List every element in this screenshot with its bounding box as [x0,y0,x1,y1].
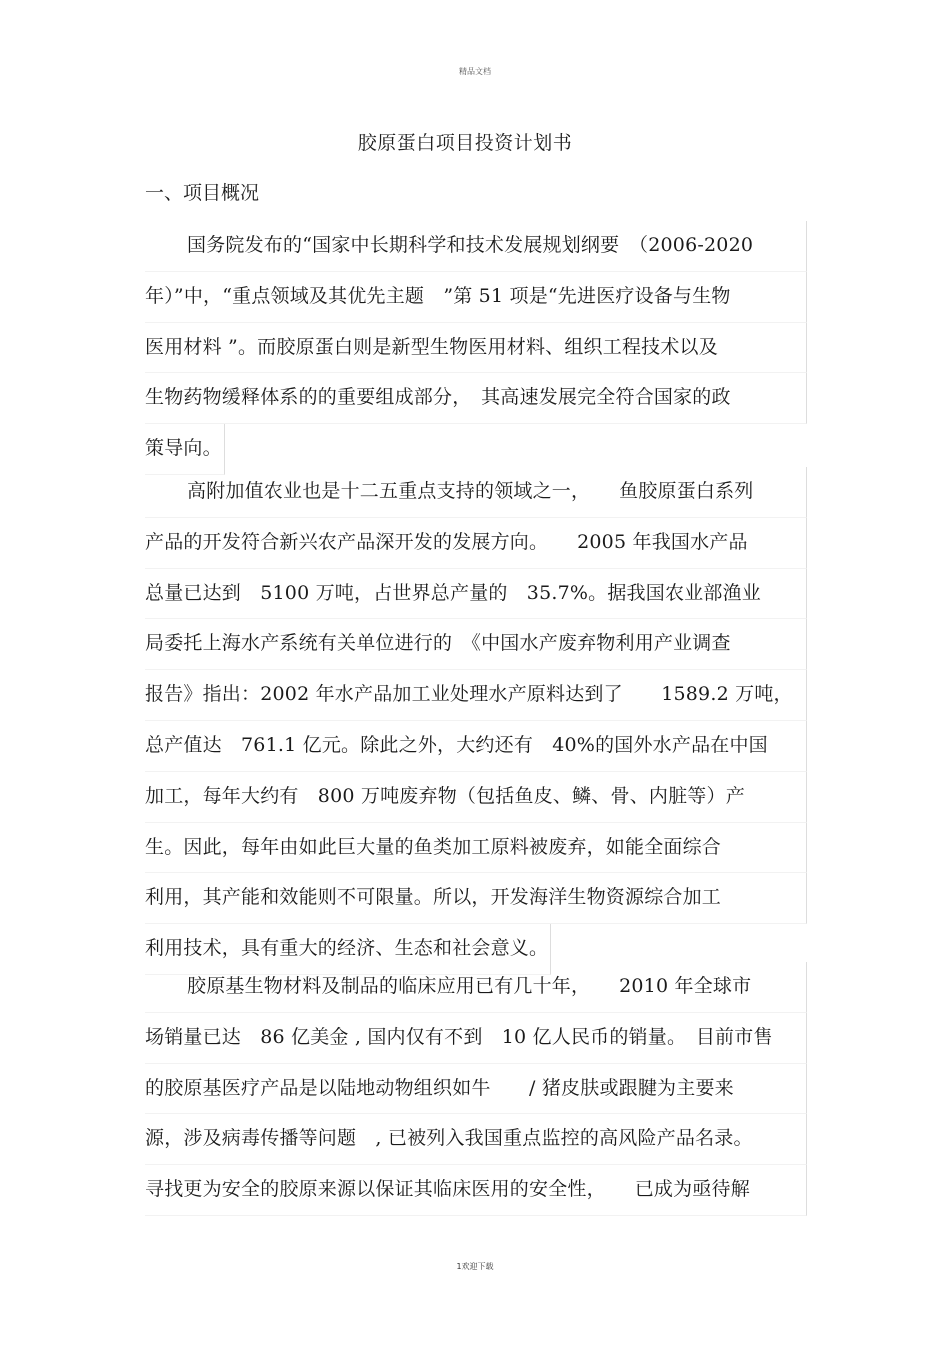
text-line: 国务院发布的“国家中长期科学和技术发展规划纲要 （2006-2020 [145,221,807,272]
text-line: 报告》指出：2002 年水产品加工业处理水产原料达到了 1589.2 万吨， [145,670,807,721]
page-footer [0,1261,950,1272]
text-line: 医用材料 ”。而胶原蛋白则是新型生物医用材料、组织工程技术以及 [145,323,807,374]
document-title: 胶原蛋白项目投资计划书 [357,132,573,154]
text-line: 生。因此，每年由如此巨大量的鱼类加工原料被废弃，如能全面综合 [145,823,807,874]
text-line: 年）”中，“重点领域及其优先主题 ”第 51 项是“先进医疗设备与生物 [145,272,807,323]
page-header: 精品文档 [459,67,491,76]
paragraph-2 [145,467,807,975]
text-line: 场销量已达 86 亿美金 , 国内仅有不到 10 亿人民币的销量。 目前市售 [145,1013,807,1064]
text-line: 生物药物缓释体系的的重要组成部分， 其高速发展完全符合国家的政 [145,373,807,424]
text-line: 总产值达 761.1 亿元。除此之外，大约还有 40%的国外水产品在中国 [145,721,807,772]
text-line: 高附加值农业也是十二五重点支持的领域之一， 鱼胶原蛋白系列 [145,467,807,518]
text-line: 源，涉及病毒传播等问题 , 已被列入我国重点监控的高风险产品名录。 [145,1114,807,1165]
text-line: 局委托上海水产系统有关单位进行的 《中国水产废弃物利用产业调查 [145,619,807,670]
paragraph-3 [145,962,807,1216]
text-line: 利用，其产能和效能则不可限量。所以，开发海洋生物资源综合加工 [145,873,807,924]
text-line: 利用技术，具有重大的经济、生态和社会意义。 [145,924,551,975]
text-line: 寻找更为安全的胶原来源以保证其临床医用的安全性， 已成为亟待解 [145,1165,807,1216]
page-number: 1 [456,1262,462,1271]
footer-text: 欢迎下载 [461,1262,494,1271]
text-line: 胶原基生物材料及制品的临床应用已有几十年， 2010 年全球市 [145,962,807,1013]
paragraph-1 [145,221,807,475]
text-line: 策导向。 [145,424,225,475]
text-line: 的胶原基医疗产品是以陆地动物组织如牛 / 猪皮肤或跟腱为主要来 [145,1064,807,1115]
text-line: 产品的开发符合新兴农产品深开发的发展方向。 2005 年我国水产品 [145,518,807,569]
section-heading: 一、项目概况 [145,182,260,204]
text-line: 加工，每年大约有 800 万吨废弃物（包括鱼皮、鳞、骨、内脏等）产 [145,772,807,823]
text-line: 总量已达到 5100 万吨，占世界总产量的 35.7%。据我国农业部渔业 [145,569,807,620]
